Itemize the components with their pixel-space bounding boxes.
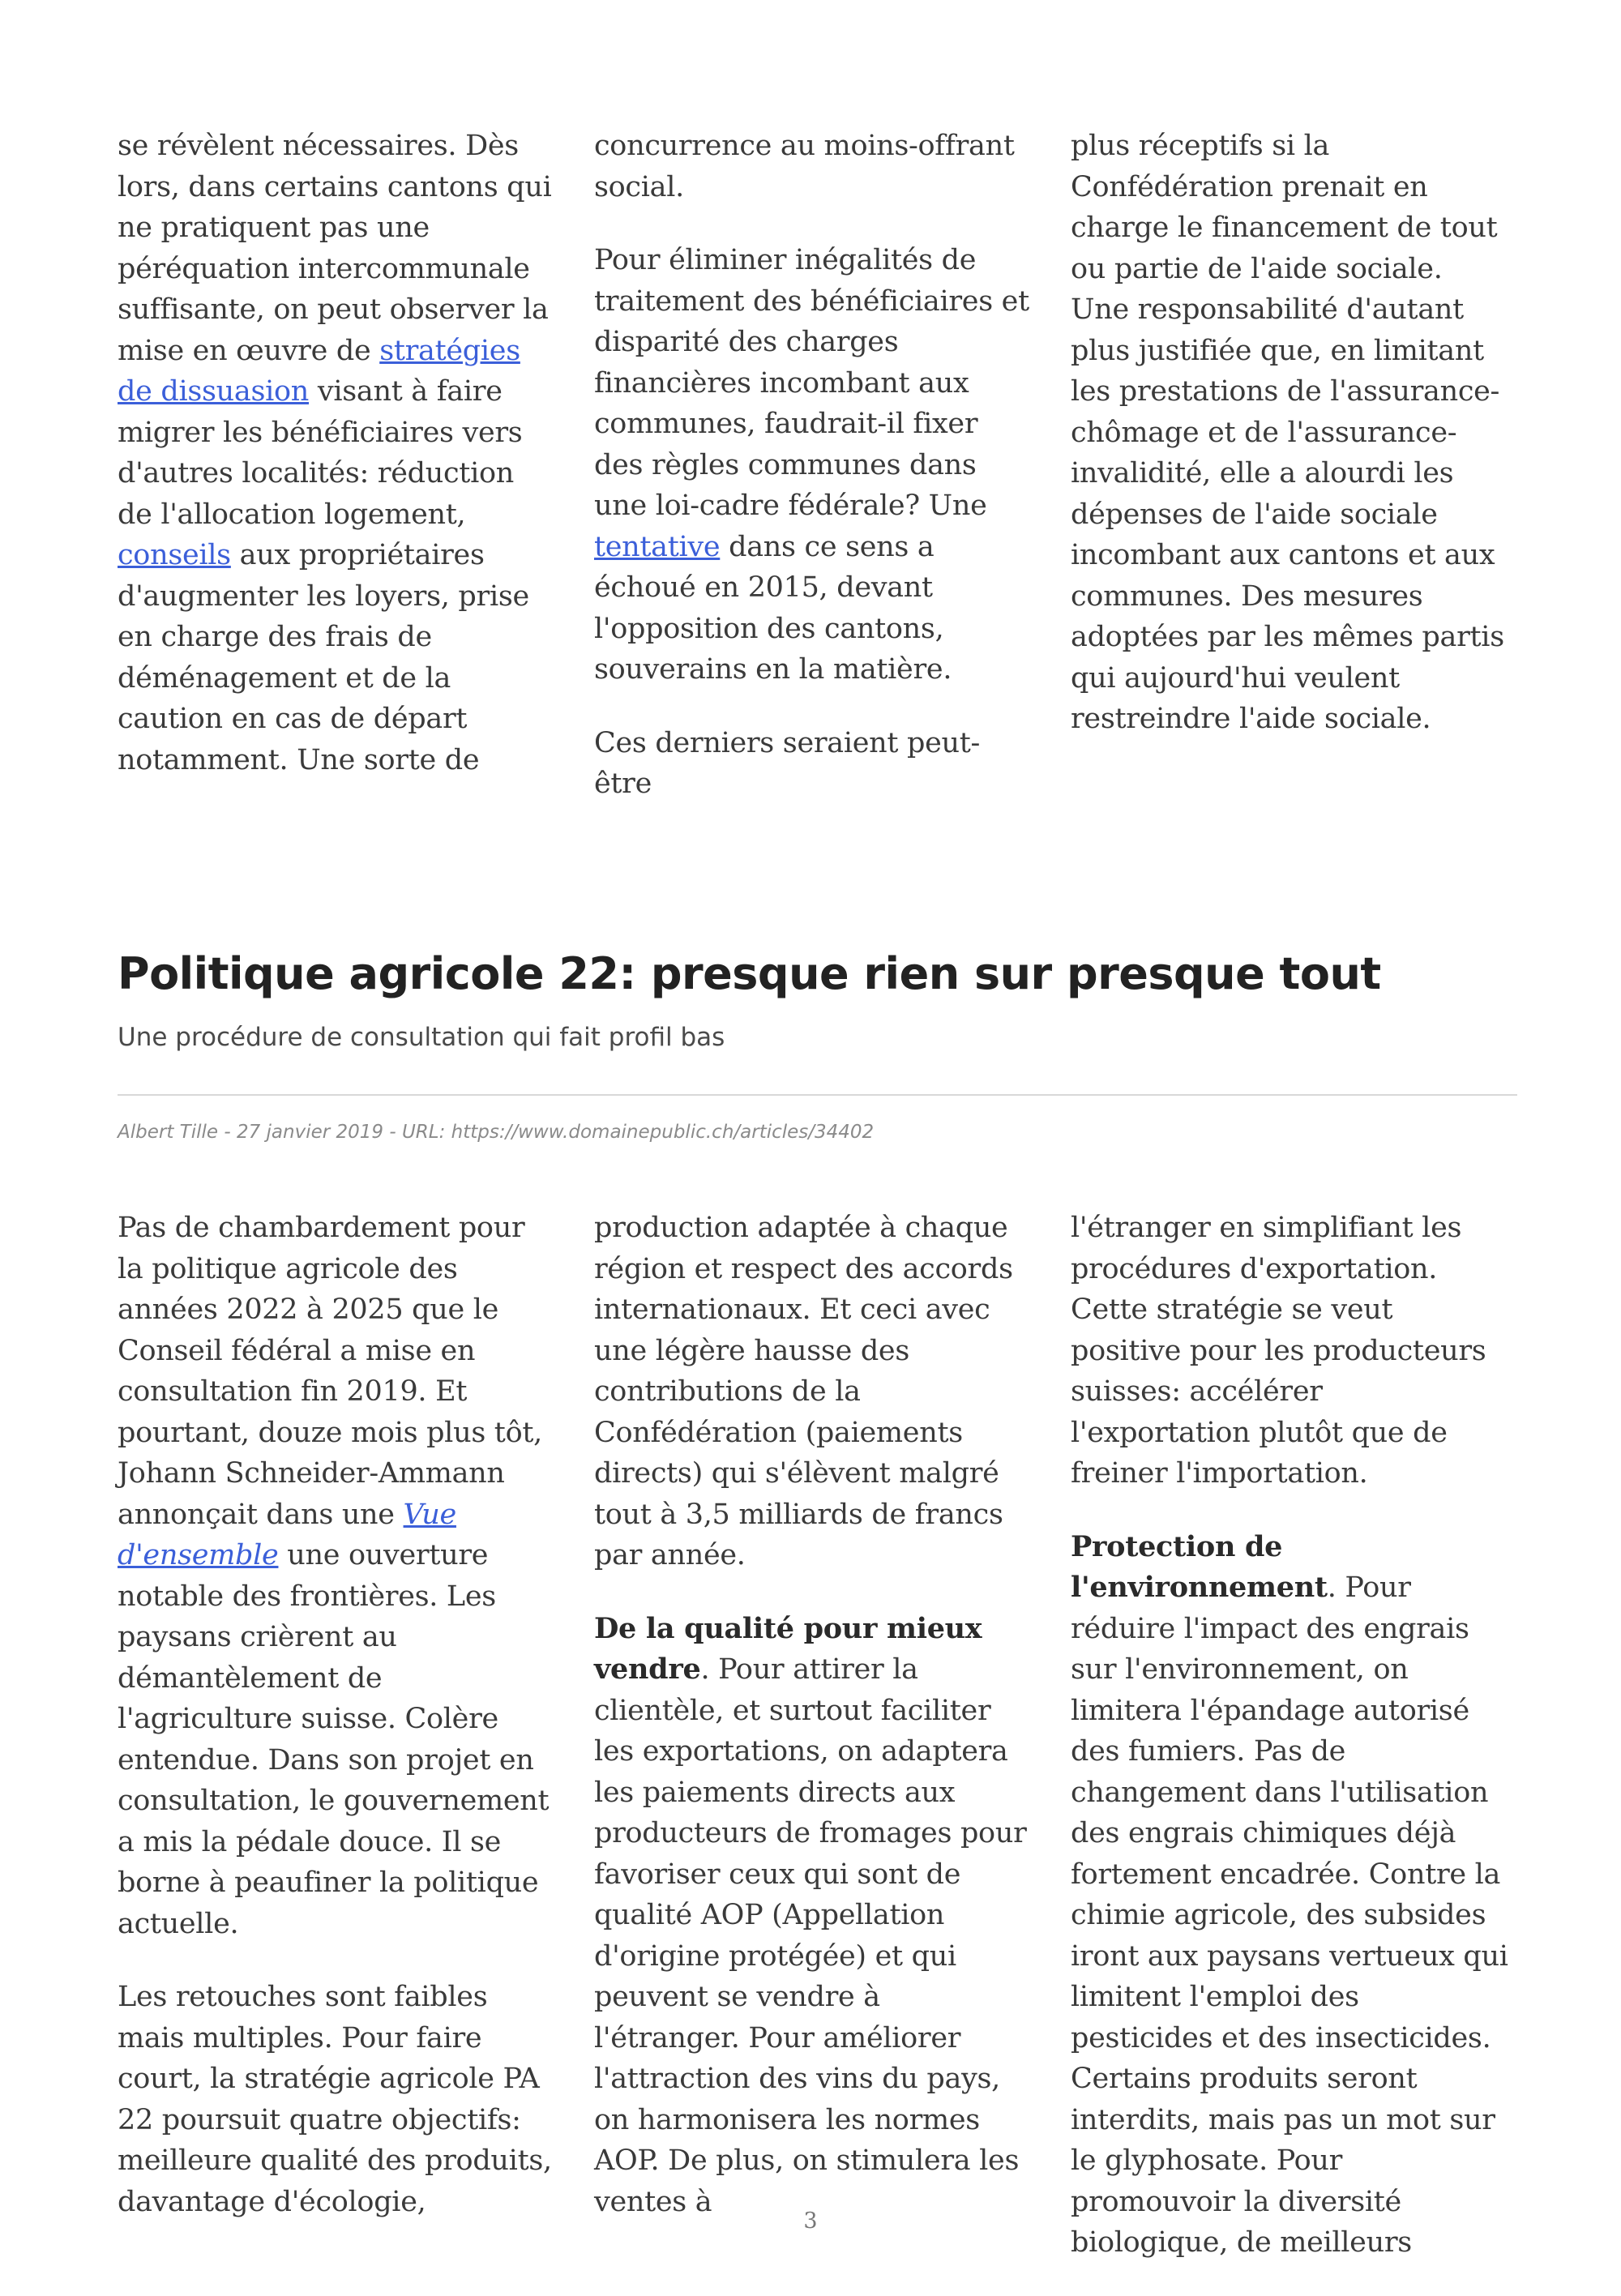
article-meta: Albert Tille - 27 janvier 2019 - URL: https://www.domainepublic.ch/articles/34402	[118, 1122, 875, 1143]
article-col3-paragraph-2: Protection de l'environnement. Pour réduire l'impact des engrais sur l'environnement, on limitera l'épandage autorisé des fumiers. Pas de changement dans l'utilisation des engrais chimiques déjà fortement encadrée. Contre la chimie agricole, des subsides iront aux paysans vertueux qui limitent l'emploi des pesticides et des insecticides. Certains produits seront interdits, mais pas un mot sur le glyphosate. Pour promouvoir la diversité biologique, de meilleurs	[1071, 1529, 1508, 2259]
article-col3-paragraph-1: l'étranger en simplifiant les procédures d'exportation. Cette stratégie se veut positive pour les producteurs suisses: accélérer l'exportation plutôt que de freiner l'importation.	[1071, 1212, 1486, 1490]
article-column-1	[118, 1208, 555, 2296]
article-col1-paragraph-2: Les retouches sont faibles mais multiples. Pour faire court, la stratégie agricole PA 22 poursuit quatre objectifs: meilleure qualité des produits, davantage d'écologie,	[118, 1981, 552, 2218]
page-number: 3	[803, 2208, 818, 2234]
prev-column-3	[1071, 126, 1508, 837]
article-subtitle: Une procédure de consultation qui fait profil bas	[118, 1023, 725, 1052]
prev-col2-paragraph-1: concurrence au moins-offrant social.	[594, 130, 1015, 203]
link-tentative[interactable]: tentative	[594, 530, 721, 563]
article-column-2	[594, 1208, 1032, 2296]
article-col2-paragraph-2: De la qualité pour mieux vendre. Pour attirer la clientèle, et surtout faciliter les exportations, on adaptera les paiements directs aux producteurs de fromages pour favoriser ceux qui sont de qualité AOP (Appellation d'origine protégée) et qui peuvent se vendre à l'étranger. Pour améliorer l'attraction des vins du pays, on harmonisera les normes AOP. De plus, on stimulera les ventes à	[594, 1611, 1027, 2218]
section-heading-environnement: Protection de l'environnement	[1071, 1529, 1328, 1604]
prev-col1-paragraph: se révèlent nécessaires. Dès lors, dans certains cantons qui ne pratiquent pas une péréquation intercommunale suffisante, on peut observer la mise en œuvre de stratégies de dissuasion visant à faire migrer les bénéficiaires vers d'autres localités: réduction de l'allocation logement, conseils aux propriétaires d'augmenter les loyers, prise en charge des frais de déménagement et de la caution en cas de départ notamment. Une sorte de	[118, 130, 552, 776]
article-title: Politique agricole 22: presque rien sur presque tout	[118, 948, 1381, 999]
article-col1-paragraph-1: Pas de chambardement pour la politique agricole des années 2022 à 2025 que le Conseil fédéral a mise en consultation fin 2019. Et pourtant, douze mois plus tôt, Johann Schneider-Ammann annonçait dans une Vue d'ensemble une ouverture notable des frontières. Les paysans crièrent au démantèlement de l'agriculture suisse. Colère entendue. Dans son projet en consultation, le gouvernement a mis la pédale douce. Il se borne à peaufiner la politique actuelle.	[118, 1212, 550, 1940]
header-divider	[118, 1094, 1517, 1096]
article-columns	[118, 1208, 1508, 2296]
prev-column-1	[118, 126, 555, 837]
prev-column-2	[594, 126, 1032, 837]
link-strategies-de-dissuasion[interactable]: stratégies de dissuasion	[118, 334, 520, 408]
article-col2-paragraph-1: production adaptée à chaque région et respect des accords internationaux. Et ceci avec une légère hausse des contributions de la Confédération (paiements directs) qui s'élèvent malgré tout à 3,5 milliards de francs par année.	[594, 1212, 1013, 1571]
previous-article-columns	[118, 126, 1508, 837]
prev-col2-paragraph-3: Ces derniers seraient peut-être	[594, 726, 981, 800]
section-heading-qualite: De la qualité pour mieux vendre	[594, 1611, 982, 1686]
prev-col3-paragraph-1: plus réceptifs si la Confédération prenait en charge le financement de tout ou partie de l'aide sociale. Une responsabilité d'autant plus justifiée que, en limitant les prestations de l'assurance-chômage et de l'assurance-invalidité, elle a alourdi les dépenses de l'aide sociale incombant aux cantons et aux communes. Des mesures adoptées par les mêmes partis qui aujourd'hui veulent restreindre l'aide sociale.	[1071, 130, 1504, 735]
link-conseils[interactable]: conseils	[118, 539, 231, 571]
prev-col2-paragraph-2: Pour éliminer inégalités de traitement des bénéficiaires et disparité des charges financières incombant aux communes, faudrait-il fixer des règles communes dans une loi-cadre fédérale? Une tentative dans ce sens a échoué en 2015, devant l'opposition des cantons, souverains en la matière.	[594, 244, 1029, 686]
article-column-3	[1071, 1208, 1508, 2296]
link-vue-d-ensemble[interactable]: Vue d'ensemble	[118, 1498, 456, 1571]
